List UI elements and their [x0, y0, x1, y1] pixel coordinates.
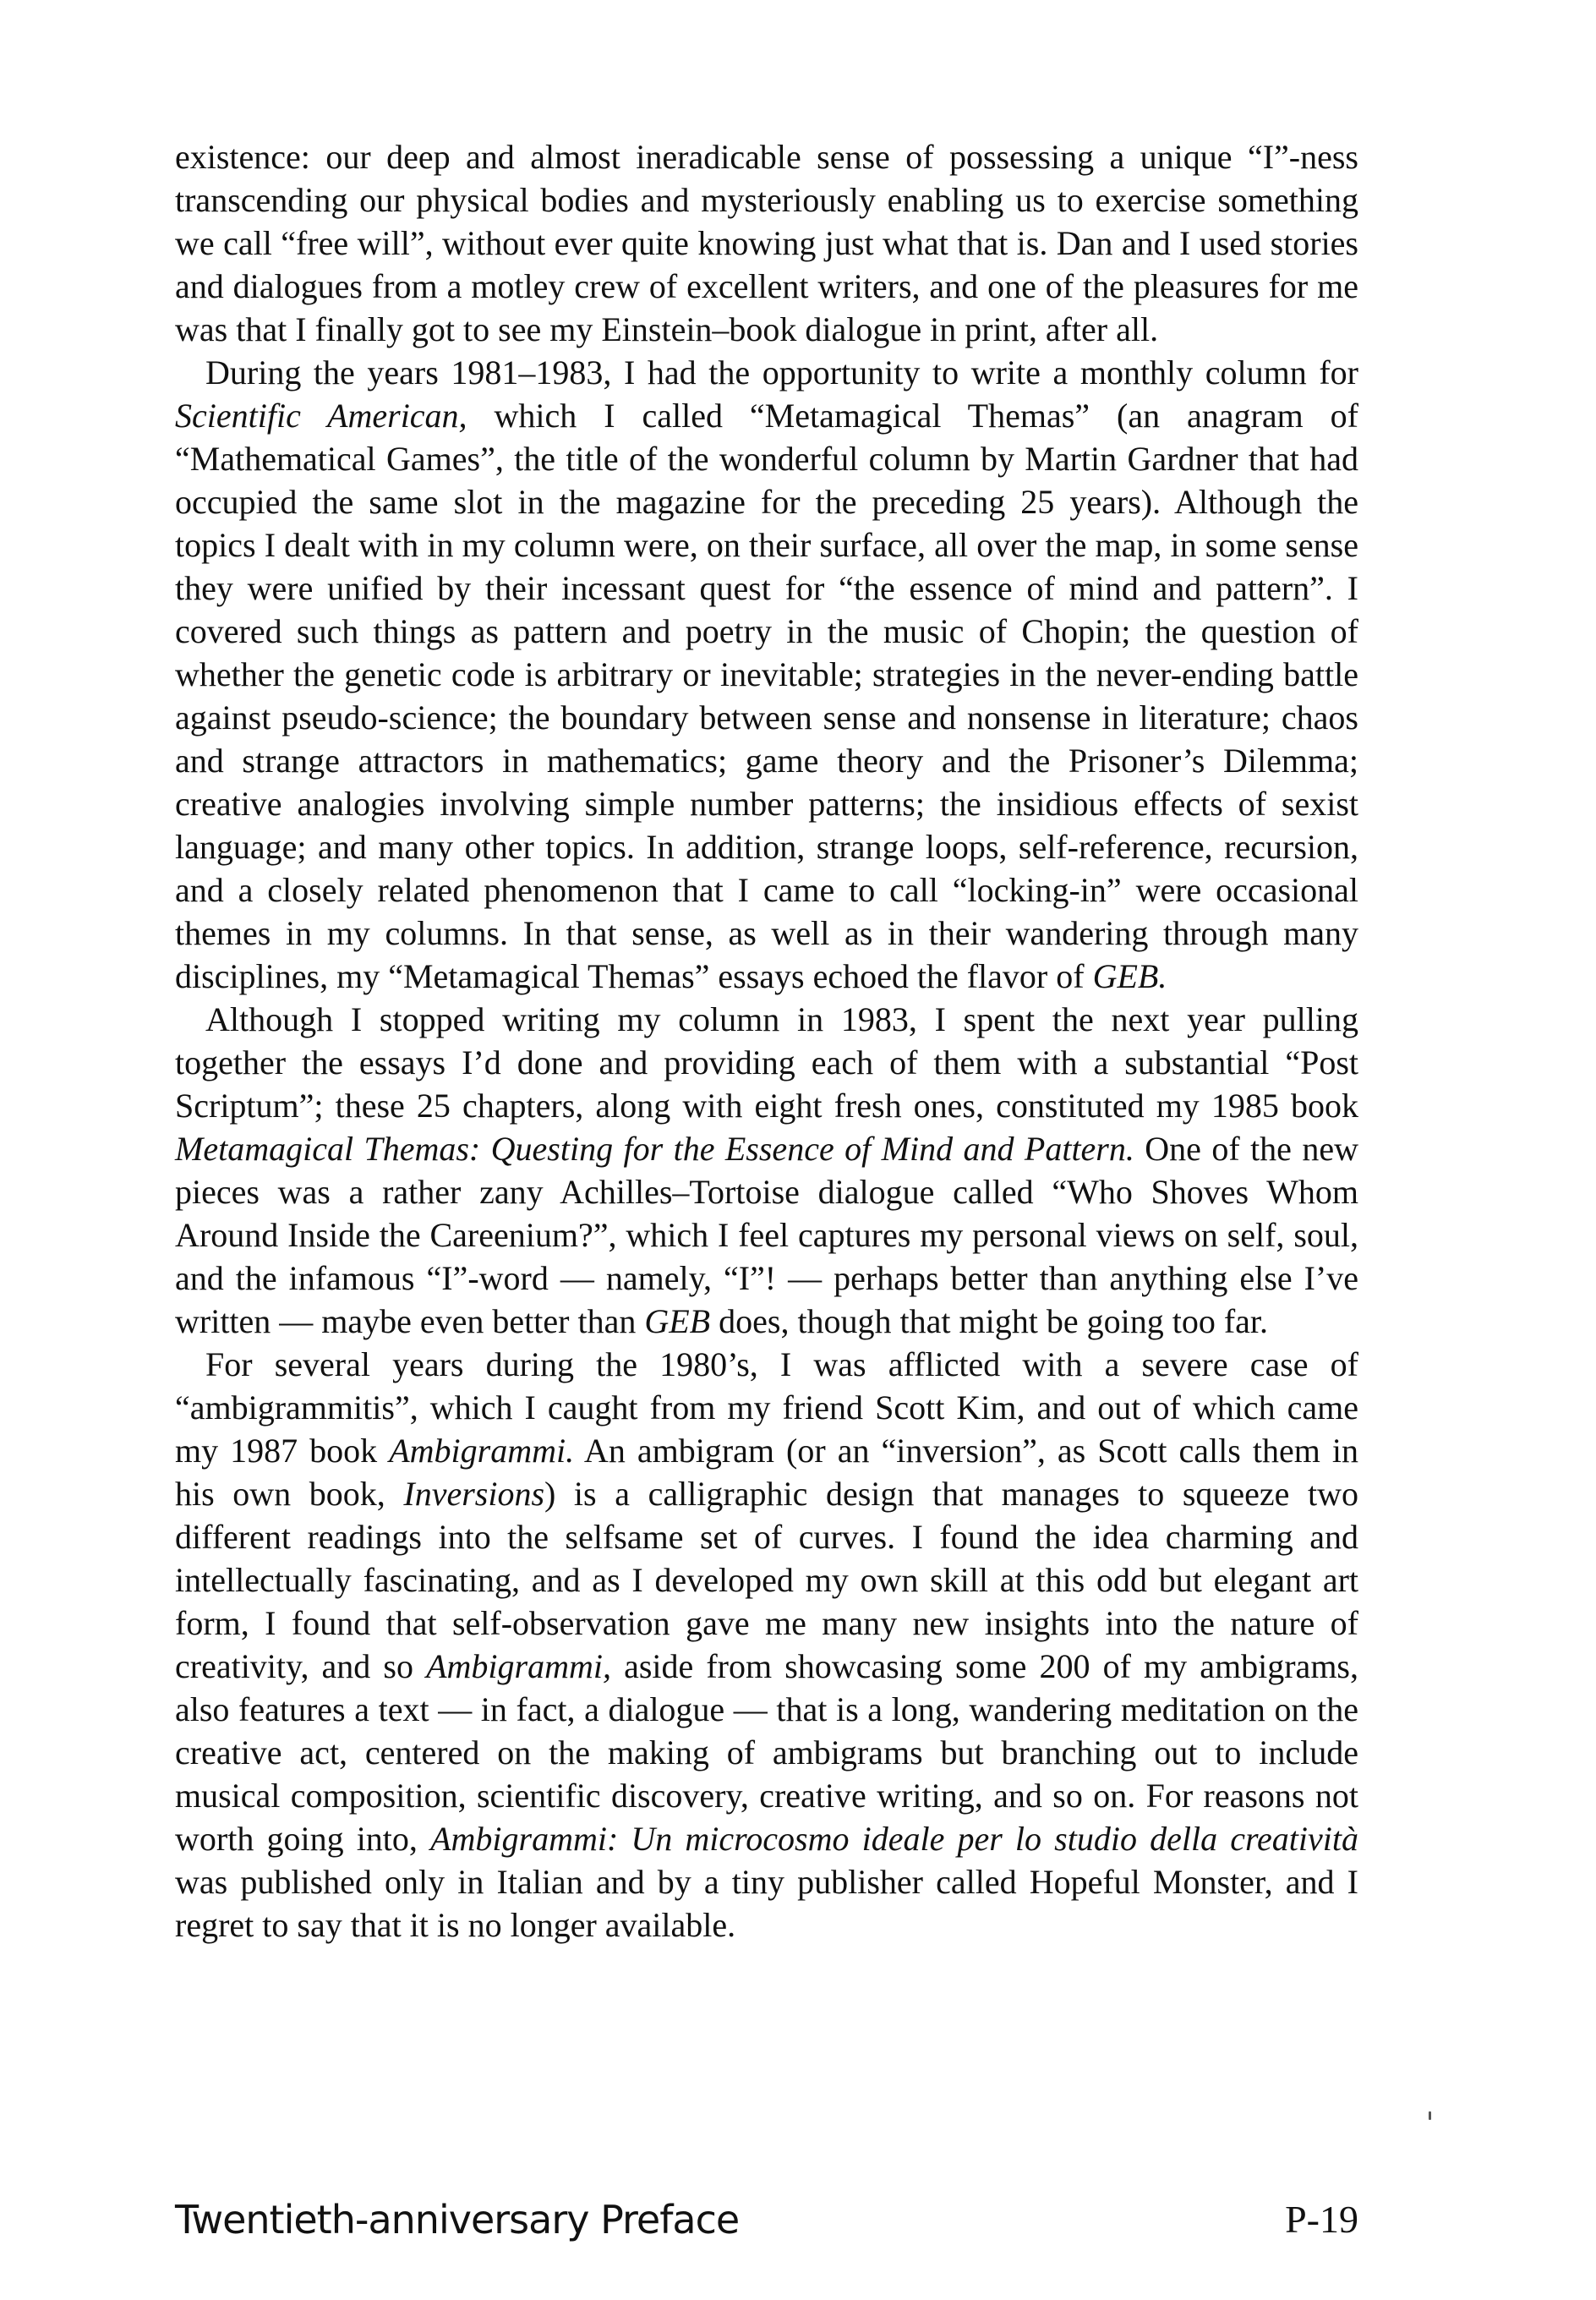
- text-run: does, though that might be going too far.: [710, 1302, 1269, 1340]
- body-text: [175, 135, 1358, 1947]
- italic-title: Scientific American,: [175, 397, 467, 435]
- italic-title: Ambigrammi: Un microcosmo ideale per lo studio della creatività: [430, 1820, 1358, 1858]
- italic-title: Ambigrammi.: [389, 1432, 575, 1470]
- page-number: P-19: [1285, 2198, 1358, 2241]
- text-run: which I called “Metamagical Themas” (an anagram of “Mathematical Games”, the title of the wonderful column by Martin Gardner that had occupied the same slot in the magazine for the preceding 25 years). Although the topics I dealt with in my column were, on their surface, all over the map, in some sense they were unified by their incessant quest for “the essence of mind and pattern”. I covered such things as pattern and poetry in the music of Chopin; the question of whether the genetic code is arbitrary or inevitable; strategies in the never-ending battle against pseudo-science; the boundary between sense and nonsense in literature; chaos and strange attractors in mathematics; game theory and the Prisoner’s Dilemma; creative analogies involving simple number patterns; the insidious effects of sexist language; and many other topics. In addition, strange loops, self-reference, recursion, and a closely related phenomenon that I came to call “locking-in” were occasional themes in my columns. In that sense, as well as in their wandering through many disciplines, my “Metamagical Themas” essays echoed the flavor of: [175, 397, 1358, 995]
- paragraph-3: [175, 998, 1358, 1343]
- paragraph-1: [175, 135, 1358, 351]
- text-run: was published only in Italian and by a tiny publisher called Hopeful Monster, and I regret to say that it is no longer available.: [175, 1863, 1358, 1944]
- page-footer: [175, 2197, 1358, 2248]
- paragraph-2: [175, 351, 1358, 998]
- page-body: [175, 135, 1358, 2300]
- italic-title: Ambigrammi,: [426, 1647, 611, 1685]
- text-run: During the years 1981–1983, I had the opportunity to write a monthly column for: [205, 353, 1358, 392]
- italic-title: Inversions: [403, 1475, 545, 1513]
- paragraph-4: [175, 1343, 1358, 1947]
- text-run: One of the new pieces was a rather zany Achilles–Tortoise dialogue called “Who Shoves Whom Around Inside the Careenium?”, which I feel captures my personal views on self, soul, and the infamous “I”-word — namely, “I”! — perhaps better than anything else I’ve written — maybe even better than: [175, 1130, 1358, 1340]
- text-run: An ambigram (or an “inversion”, as Scott calls them in his own book,: [175, 1432, 1358, 1513]
- running-title: Twentieth-anniversary Preface: [175, 2197, 740, 2242]
- text-run: Although I stopped writing my column in 1983, I spent the next year pulling together the essays I’d done and providing each of them with a substantial “Post Scriptum”; these 25 chapters, along with eight fresh ones, constituted my 1985 book: [175, 1000, 1358, 1125]
- italic-title: Metamagical Themas: Questing for the Essence of Mind and Pattern.: [175, 1130, 1134, 1168]
- text-run: aside from showcasing some 200 of my ambigrams, also features a text — in fact, a dialogue — that is a long, wandering meditation on the creative act, centered on the making of ambigrams but branching out to include musical composition, scientific discovery, creative writing, and so on. For reasons not worth going into,: [175, 1647, 1358, 1858]
- text-run: For several years during the 1980’s, I was afflicted with a severe case of “ambigrammitis”, which I caught from my friend Scott Kim, and out of which came my 1987 book: [175, 1345, 1358, 1470]
- scan-speck: [1429, 2111, 1431, 2120]
- italic-title: GEB: [644, 1302, 711, 1340]
- text-run: ) is a calligraphic design that manages to squeeze two different readings into the selfsame set of curves. I found the idea charming and intellectually fascinating, and as I developed my own skill at this odd but elegant art form, I found that self-observation gave me many new insights into the nature of creativity, and so: [175, 1475, 1358, 1685]
- text-run: existence: our deep and almost ineradicable sense of possessing a unique “I”-ness transcending our physical bodies and mysteriously enabling us to exercise something we call “free will”, without ever quite knowing just what that is. Dan and I used stories and dialogues from a motley crew of excellent writers, and one of the pleasures for me was that I finally got to see my Einstein–book dialogue in print, after all.: [175, 138, 1358, 348]
- italic-title: GEB.: [1092, 957, 1167, 995]
